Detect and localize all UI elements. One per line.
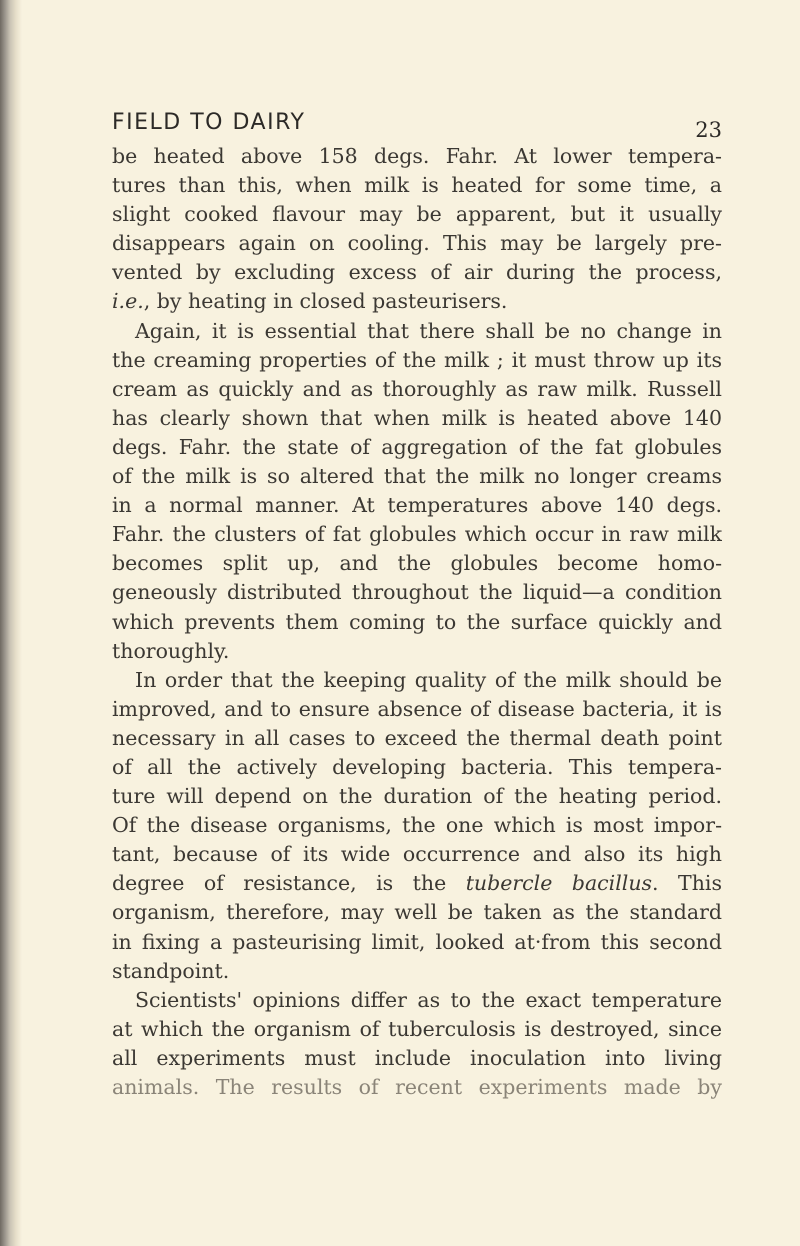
text-line: thoroughly. — [112, 638, 230, 663]
text-line: slight cooked flavour may be apparent, but it usually — [112, 202, 722, 227]
text-line: necessary in all cases to exceed the thermal death point — [112, 725, 722, 750]
page-binding-shadow — [0, 0, 22, 1246]
text-line: be heated above 158 degs. Fahr. At lower tempera- — [112, 144, 722, 168]
text-line: degs. Fahr. the state of aggregation of the fat globules — [112, 434, 722, 459]
text-fragment: . This — [652, 871, 722, 896]
text-line: of all the actively developing bacteria. This tempera- — [112, 754, 722, 779]
text-line: ture will depend on the duration of the heating period. — [112, 784, 722, 809]
body-text — [112, 142, 722, 1102]
text-line: Of the disease organisms, the one which is most impor- — [112, 813, 722, 838]
text-line: all experiments must include inoculation into living — [112, 1045, 722, 1070]
italic-text: tubercle bacillus — [465, 871, 653, 896]
text-line: organism, therefore, may well be taken as the standard — [112, 900, 722, 925]
text-line: has clearly shown that when milk is heated above 140 — [112, 405, 722, 430]
italic-text: i.e. — [112, 289, 144, 314]
text-line — [112, 869, 722, 898]
running-head: FIELD TO DAIRY — [112, 110, 306, 135]
text-line: at which the organism of tuberculosis is destroyed, since — [112, 1016, 722, 1041]
text-line: vented by excluding excess of air during the process, — [112, 260, 722, 285]
text-line: Scientists' opinions differ as to the exact temperature — [135, 987, 722, 1012]
text-fragment: degree of resistance, is the — [112, 871, 466, 896]
text-line: which prevents them coming to the surface quickly and — [112, 609, 722, 634]
text-line: animals. The results of recent experiments made by — [112, 1075, 722, 1099]
text-line: tures than this, when milk is heated for some time, a — [112, 173, 722, 198]
text-line: disappears again on cooling. This may be largely pre- — [112, 231, 722, 256]
text-line: geneously distributed throughout the liquid—a condition — [112, 580, 722, 605]
text-line: standpoint. — [112, 958, 230, 983]
text-line: cream as quickly and as thoroughly as raw milk. Russell — [112, 376, 722, 401]
text-line: of the milk is so altered that the milk no longer creams — [112, 464, 722, 489]
text-line: Fahr. the clusters of fat globules which occur in raw milk — [112, 522, 722, 547]
text-line: in a normal manner. At temperatures above 140 degs. — [112, 493, 722, 518]
text-line: in fixing a pasteurising limit, looked at·from this second — [112, 929, 722, 954]
text-line: becomes split up, and the globules become homo- — [112, 551, 722, 576]
text-fragment: , by heating in closed pasteurisers. — [143, 289, 508, 314]
text-line: improved, and to ensure absence of disease bacteria, it is — [112, 696, 722, 721]
text-line: the creaming properties of the milk ; it must throw up its — [112, 347, 722, 372]
page-number: 23 — [695, 118, 722, 142]
text-line: Again, it is essential that there shall be no change in — [135, 318, 722, 343]
text-line: In order that the keeping quality of the milk should be — [135, 667, 722, 692]
text-line: tant, because of its wide occurrence and also its high — [112, 842, 722, 867]
text-line — [112, 287, 722, 316]
